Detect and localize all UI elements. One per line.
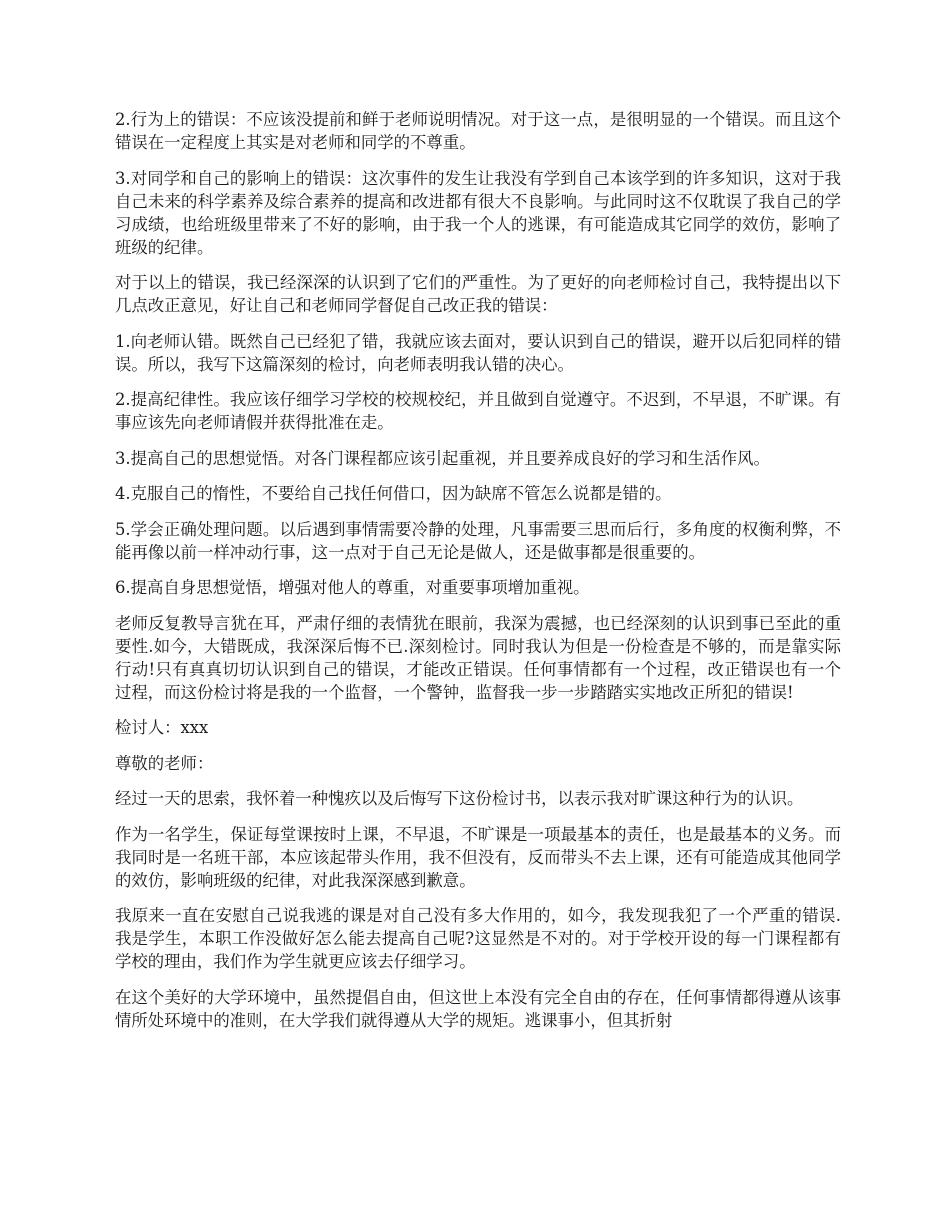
salutation: 尊敬的老师： bbox=[115, 753, 214, 773]
paragraph-behavior-error: 2.行为上的错误：不应该没提前和鲜于老师说明情况。对于这一点，是很明显的一个错误。而且这个错误在一定程度上其实是对老师和同学的不尊重。 bbox=[115, 110, 841, 152]
paragraph-point-4: 4.克服自己的惰性，不要给自己找任何借口，因为缺席不管怎么说都是错的。 bbox=[115, 484, 672, 503]
paragraph-student-duty: 作为一名学生，保证每堂课按时上课，不早退，不旷课是一项最基本的责任，也是最基本的义务。而我同时是一名班干部，本应该起带头作用，我不但没有，反而带头不去上课，还有可能造成其他同学的效仿，影响班级的纪律，对此我深深感到歉意。 bbox=[115, 824, 841, 890]
paragraph-point-5: 5.学会正确处理问题。以后遇到事情需要冷静的处理，凡事需要三思而后行，多角度的权衡利弊，不能再像以前一样冲动行事，这一点对于自己无论是做人，还是做事都是很重要的。 bbox=[115, 519, 841, 562]
paragraph-point-1: 1.向老师认错。既然自己已经犯了错，我就应该去面对，要认识到自己的错误，避开以后犯同样的错误。所以，我写下这篇深刻的检讨，向老师表明我认错的决心。 bbox=[115, 331, 841, 374]
paragraph-opening: 经过一天的思索，我怀着一种愧疚以及后悔写下这份检讨书，以表示我对旷课这种行为的认识。 bbox=[115, 789, 804, 808]
document-page bbox=[115, 108, 841, 1044]
paragraph-point-3: 3.提高自己的思想觉悟。对各门课程都应该引起重视，并且要养成良好的学习和生活作风。 bbox=[115, 448, 770, 468]
signature-line: 检讨人：xxx bbox=[115, 718, 209, 737]
paragraph-conclusion: 老师反复教导言犹在耳，严肃仔细的表情犹在眼前，我深为震撼，也已经深刻的认识到事已至此的重要性.如今，大错既成，我深深后悔不已.深刻检讨。同时我认为但是一份检查是不够的，而是靠实际行动!只有真真切切认识到自己的错误，才能改正错误。任何事情都有一个过程，改正错误也有一个过程，而这份检讨将是我的一个监督，一个警钟，监督我一步一步踏踏实实地改正所犯的错误! bbox=[115, 613, 841, 702]
paragraph-point-6: 6.提高自身思想觉悟，增强对他人的尊重，对重要事项增加重视。 bbox=[115, 578, 590, 597]
paragraph-point-2: 2.提高纪律性。我应该仔细学习学校的校规校纪，并且做到自觉遵守。不迟到，不早退，不旷课。有事应该先向老师请假并获得批准在走。 bbox=[115, 390, 841, 432]
paragraph-university-rules: 在这个美好的大学环境中，虽然提倡自由，但这世上本没有完全自由的存在，任何事情都得遵从该事情所处环境中的准则，在大学我们就得遵从大学的规矩。逃课事小，但其折射 bbox=[115, 987, 841, 1030]
paragraph-recognition: 对于以上的错误，我已经深深的认识到了它们的严重性。为了更好的向老师检讨自己，我特提出以下几点改正意见，好让自己和老师同学督促自己改正我的错误： bbox=[115, 273, 841, 315]
paragraph-realization: 我原来一直在安慰自己说我逃的课是对自己没有多大作用的，如今，我发现我犯了一个严重的错误.我是学生，本职工作没做好怎么能去提高自己呢?这显然是不对的。对于学校开设的每一门课程都有学校的理由，我们作为学生就更应该去仔细学习。 bbox=[115, 906, 841, 971]
paragraph-impact-error: 3.对同学和自己的影响上的错误：这次事件的发生让我没有学到自己本该学到的许多知识，这对于我自己未来的科学素养及综合素养的提高和改进都有很大不良影响。与此同时这不仅耽误了我自己的学习成绩，也给班级里带来了不好的影响，由于我一个人的逃课，有可能造成其它同学的效仿，影响了班级的纪律。 bbox=[115, 168, 841, 257]
